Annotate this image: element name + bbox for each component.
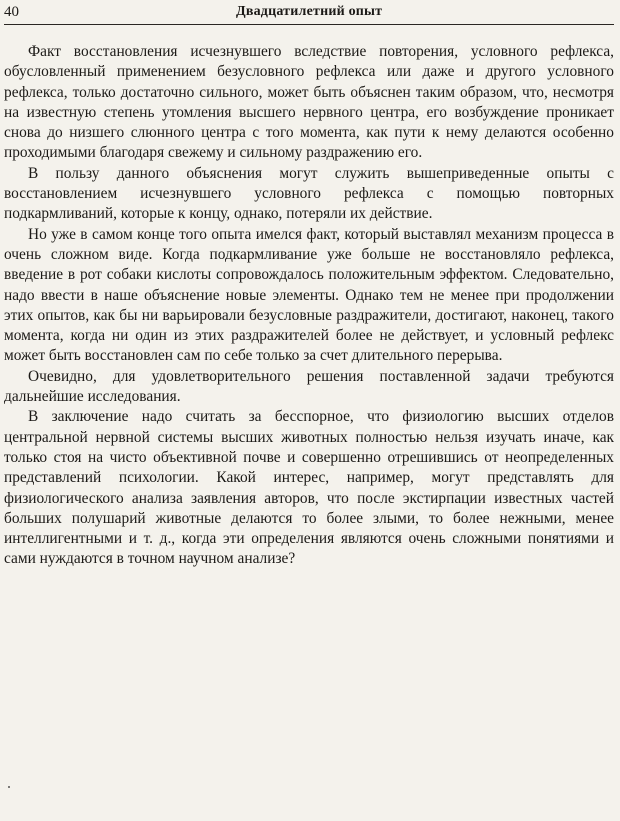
paragraph-5: В заключение надо считать за бесспорное, что физиологию высших отделов центральной нервной системы высших животных полностью нельзя изучать иначе, как только стоя на чисто объективной почве и совершенно отрешившись от неопределенных представлений психологии. Какой интерес, например, могут представлять для физиологического анализа заявления авторов, что после экстирпации известных частей больших полушарий животные делаются то более злыми, то более нежными, менее интеллигентными и т. д., когда эти определения являются очень сложными понятиями и сами нуждаются в точном научном анализе? xyxy=(4,408,614,568)
paragraph-2: В пользу данного объяснения могут служить вышеприведенные опыты с восстановлением исчезнувшего условного рефлекса с помощью повторных подкармливаний, которые к концу, однако, потеряли их действие. xyxy=(4,164,614,223)
print-speck xyxy=(8,786,10,788)
paragraph-1: Факт восстановления исчезнувшего вследствие повторения, условного рефлекса, обусловленный применением безусловного рефлекса или даже и другого условного рефлекса, только достаточно сильного, может быть объяснен таким образом, что, несмотря на известную степень утомления высшего нервного центра, его возбуждение проникает снова до низшего слюнного центра с того момента, как пути к нему делаются особенно проходимыми благодаря свежему и сильному раздражению его. xyxy=(4,43,614,162)
running-title: Двадцатилетний опыт xyxy=(236,4,383,19)
paragraph-4: Очевидно, для удовлетворительного решения поставленной задачи требуются дальнейшие исследования. xyxy=(4,367,614,406)
page-number: 40 xyxy=(4,4,19,20)
body-text xyxy=(4,42,614,570)
paragraph-3: Но уже в самом конце того опыта имелся факт, который выставлял механизм процесса в очень сложном виде. Когда подкармливание уже больше не восстановляло рефлекса, введение в рот собаки кислоты сопровождалось положительным эффектом. Следовательно, надо ввести в наше объяснение новые элементы. Однако тем не менее при продолжении этих опытов, как бы ни варьировали безусловные раздражители, достигают, наконец, такого момента, когда ни один из этих раздражителей более не действует, и условный рефлекс может быть восстановлен сам по себе только за счет длительного перерыва. xyxy=(4,225,614,365)
page-header xyxy=(4,2,614,25)
